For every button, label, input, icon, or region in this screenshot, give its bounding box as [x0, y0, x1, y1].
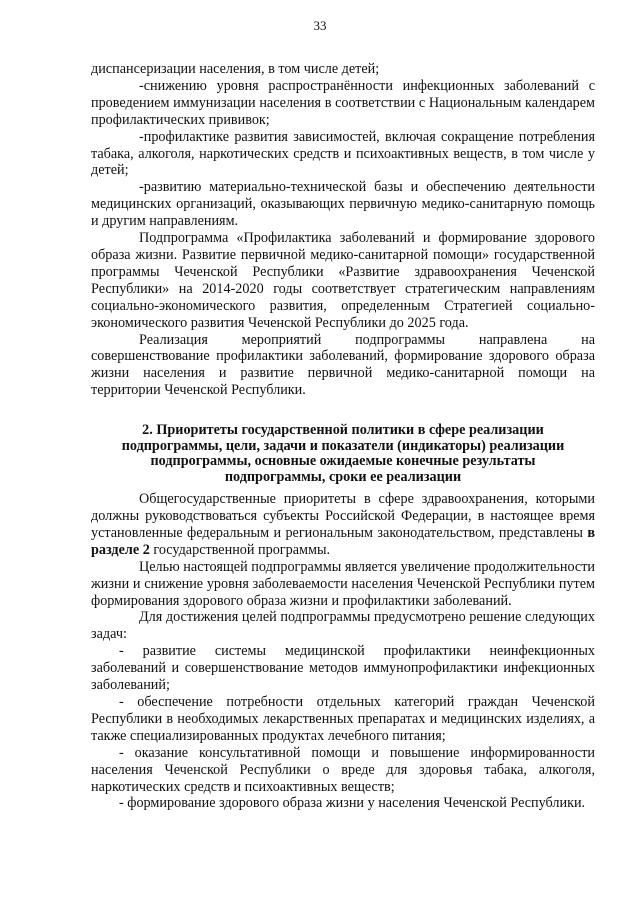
- paragraph-tasks-intro: Для достижения целей подпрограммы предусмотрено решение следующих задач:: [91, 609, 595, 643]
- priorities-text: Общегосударственные приоритеты в сфере здравоохранения, которыми должны руководствоваться субъекты Российской Федерации, в настоящее время установленные федеральным и региональным законодательством, представлены: [91, 491, 595, 541]
- list-item: -профилактике развития зависимостей, включая сокращение потребления табака, алкоголя, наркотических средств и психоактивных веществ, в том числе у детей;: [91, 128, 595, 179]
- page-number: 33: [313, 18, 327, 33]
- list-item: -развитию материально-технической базы и обеспечению деятельности медицинских организаций, оказывающих первичную медико-санитарную помощь и другим направлениям.: [91, 179, 595, 230]
- paragraph: диспансеризации населения, в том числе детей;: [91, 61, 380, 77]
- priorities-bold-ref: в разделе 2: [91, 524, 595, 558]
- paragraph-priorities: [91, 491, 595, 559]
- priorities-text-end: государственной программы.: [149, 541, 331, 558]
- paragraph: Подпрограмма «Профилактика заболеваний и формирование здорового образа жизни. Развитие первичной медико-санитарной помощи» государственной программы Чеченской Республики «Развитие здравоохранения Чеченской Республики» на 2014-2020 годы соответствует стратегическим направлениям социально-экономического развития, определенным Стратегией социально-экономического развития Чеченской Республики до 2025 года.: [91, 230, 595, 331]
- section-heading: 2. Приоритеты государственной политики в сфере реализации подпрограммы, цели, задачи и показатели (индикаторы) реализации подпрограммы, основные ожидаемые конечные результаты подпрограммы, сроки ее реализации: [121, 422, 565, 485]
- paragraph: Реализация мероприятий подпрограммы направлена на совершенствование профилактики заболеваний, формирование здорового образа жизни населения и развитие первичной медико-санитарной помощи на территории Чеченской Республики.: [91, 331, 595, 399]
- list-item: -снижению уровня распространённости инфекционных заболеваний с проведением иммунизации населения в соответствии с Национальным календарем профилактических прививок;: [91, 77, 595, 128]
- document-body: [91, 61, 595, 812]
- paragraph-goal: Целью настоящей подпрограммы является увеличение продолжительности жизни и снижение уровня заболеваемости населения Чеченской Республики путем формирования здорового образа жизни и профилактики заболеваний.: [91, 558, 595, 609]
- task-item: - развитие системы медицинской профилактики неинфекционных заболеваний и совершенствование методов иммунопрофилактики инфекционных заболеваний;: [91, 643, 595, 694]
- task-item: - обеспечение потребности отдельных категорий граждан Чеченской Республики в необходимых лекарственных препаратах и медицинских изделиях, а также специализированных продуктах лечебного питания;: [91, 694, 595, 744]
- task-item: - формирование здорового образа жизни у населения Чеченской Республики.: [119, 795, 586, 812]
- task-item: - оказание консультативной помощи и повышение информированности населения Чеченской Республики о вреде для здоровья табака, алкоголя, наркотических средств и психоактивных веществ;: [91, 744, 595, 795]
